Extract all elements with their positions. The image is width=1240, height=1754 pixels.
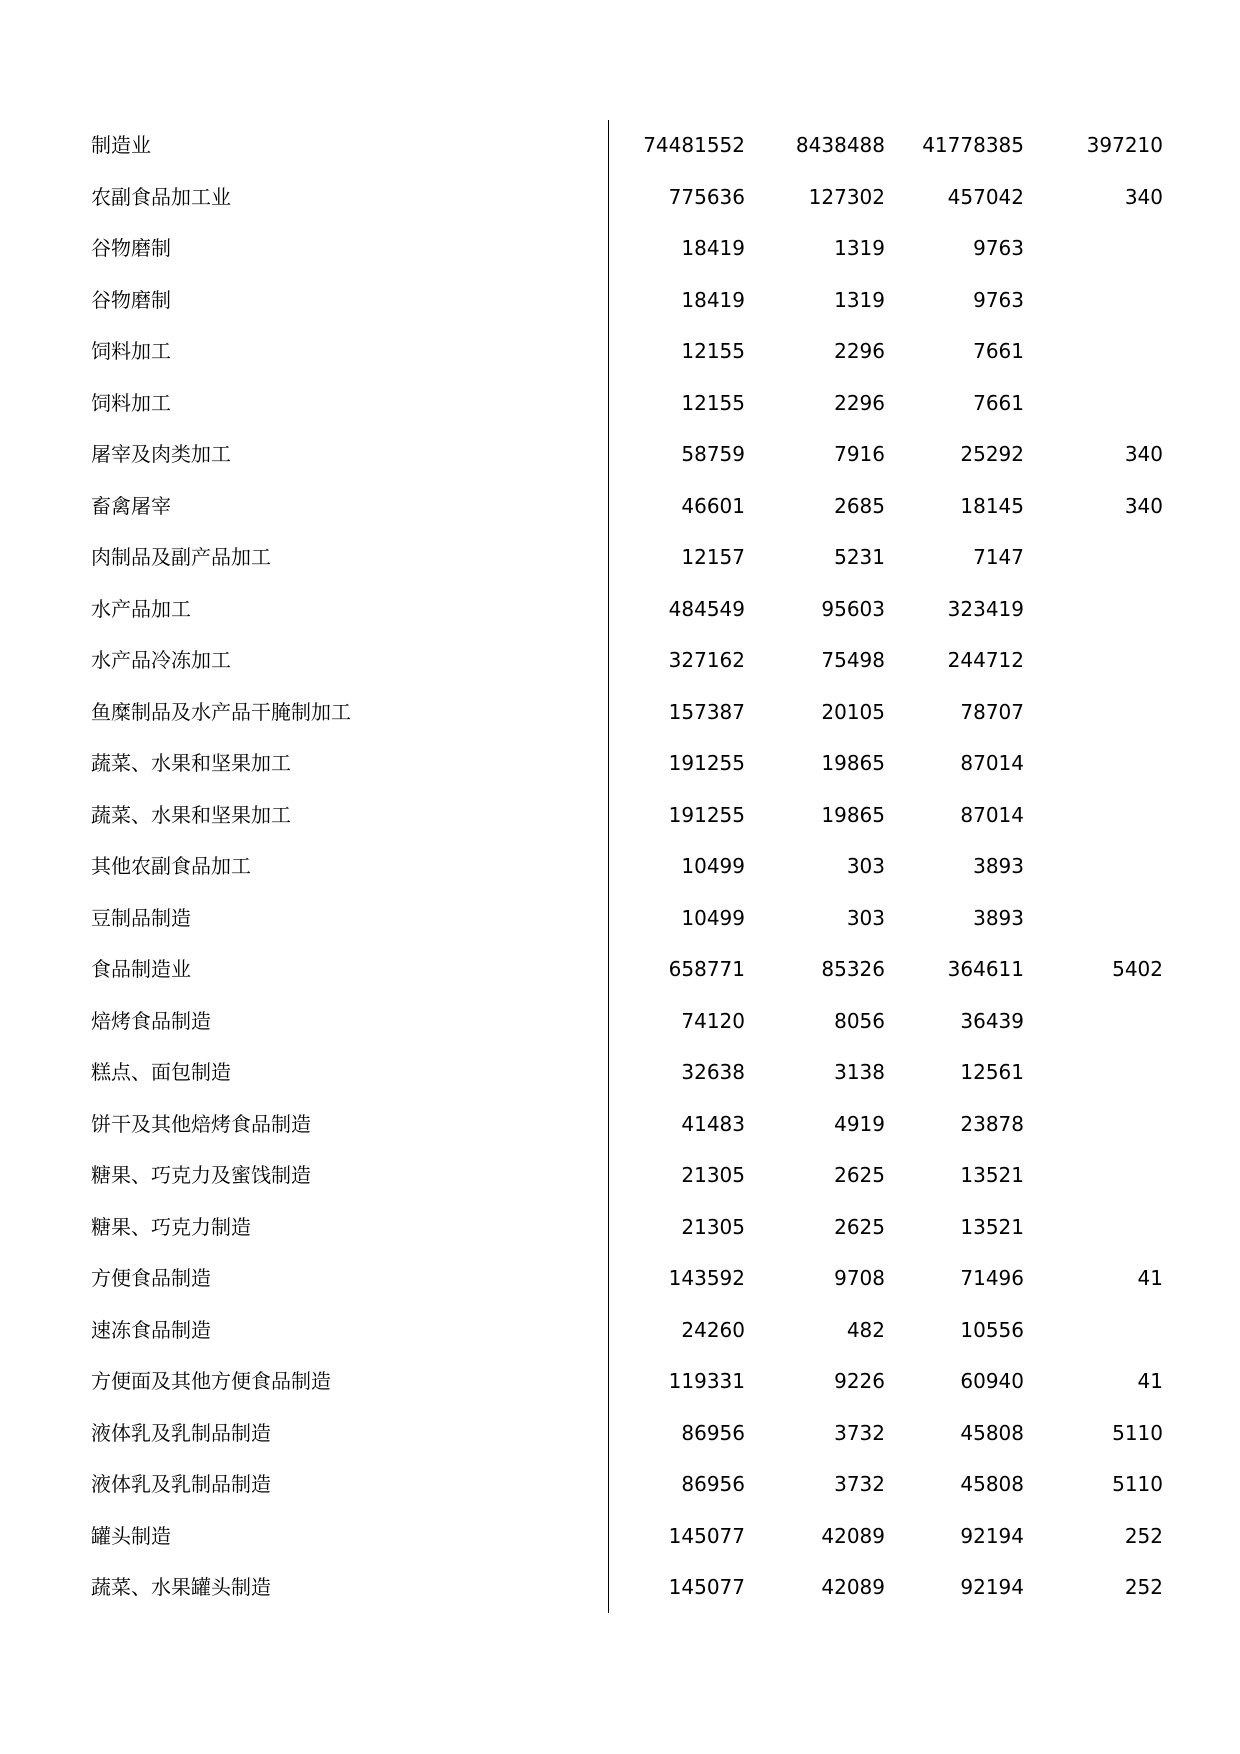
value-cell-col4 [1013, 1202, 1163, 1254]
row-label: 肉制品及副产品加工 [91, 545, 271, 569]
value-cell-col1: 191255 [668, 802, 745, 827]
value-cell-col1: 12157 [681, 545, 745, 569]
row-label: 豆制品制造 [91, 905, 191, 930]
value-cell-col3: 71496 [960, 1266, 1024, 1290]
table-row [0, 1459, 1240, 1511]
value-cell-col2: 1319 [834, 287, 885, 312]
table-row [0, 893, 1240, 945]
value-cell-col2: 3732 [834, 1420, 885, 1445]
row-label: 制造业 [91, 133, 151, 157]
row-label: 饲料加工 [91, 390, 171, 415]
value-cell-col2: 2625 [834, 1214, 885, 1239]
value-cell-col4 [1013, 1150, 1163, 1202]
value-cell-col4 [1013, 687, 1163, 739]
value-cell-col4 [1013, 996, 1163, 1048]
value-cell-col2: 8438488 [795, 133, 885, 157]
row-label: 液体乳及乳制品制造 [91, 1472, 271, 1496]
value-cell-col2: 7916 [834, 442, 885, 466]
value-cell-col2: 85326 [821, 957, 885, 981]
value-cell-col1: 10499 [681, 854, 745, 878]
value-cell-col1: 10499 [681, 905, 745, 930]
row-label: 糖果、巧克力及蜜饯制造 [91, 1163, 311, 1187]
value-cell-col4: 41 [1137, 1266, 1163, 1290]
table-row [0, 996, 1240, 1048]
value-cell-col3: 92194 [960, 1575, 1024, 1599]
value-cell-col4 [1013, 1047, 1163, 1099]
value-cell-col2: 3732 [834, 1472, 885, 1496]
table-row [0, 584, 1240, 636]
table-row [0, 635, 1240, 687]
row-label: 畜禽屠宰 [91, 493, 171, 518]
value-cell-col2: 42089 [821, 1523, 885, 1548]
value-cell-col3: 244712 [947, 648, 1024, 672]
value-cell-col1: 18419 [681, 236, 745, 260]
value-cell-col4: 340 [1124, 442, 1163, 466]
row-label: 罐头制造 [91, 1523, 171, 1548]
value-cell-col3: 323419 [947, 596, 1024, 621]
value-cell-col2: 19865 [821, 802, 885, 827]
value-cell-col2: 42089 [821, 1575, 885, 1599]
table-row [0, 1150, 1240, 1202]
row-label: 蔬菜、水果和坚果加工 [91, 751, 291, 775]
value-cell-col1: 12155 [681, 339, 745, 363]
statistics-table [0, 120, 1240, 1614]
table-row [0, 429, 1240, 481]
table-row [0, 172, 1240, 224]
table-row [0, 1047, 1240, 1099]
value-cell-col2: 1319 [834, 236, 885, 260]
value-cell-col1: 484549 [668, 596, 745, 621]
table-row [0, 1202, 1240, 1254]
value-cell-col4 [1013, 326, 1163, 378]
table-row [0, 944, 1240, 996]
table-row [0, 378, 1240, 430]
value-cell-col3: 60940 [960, 1369, 1024, 1393]
value-cell-col4: 397210 [1086, 133, 1163, 157]
value-cell-col3: 18145 [960, 493, 1024, 518]
table-row [0, 481, 1240, 533]
value-cell-col3: 78707 [960, 699, 1024, 724]
table-row [0, 1511, 1240, 1563]
value-cell-col4 [1013, 532, 1163, 584]
value-cell-col4 [1013, 584, 1163, 636]
row-label: 焙烤食品制造 [91, 1008, 211, 1033]
value-cell-col1: 145077 [668, 1575, 745, 1599]
table-row [0, 1099, 1240, 1151]
value-cell-col4 [1013, 1099, 1163, 1151]
value-cell-col1: 21305 [681, 1214, 745, 1239]
value-cell-col2: 9226 [834, 1369, 885, 1393]
value-cell-col1: 775636 [668, 184, 745, 209]
value-cell-col1: 21305 [681, 1163, 745, 1187]
value-cell-col2: 95603 [821, 596, 885, 621]
value-cell-col2: 127302 [808, 184, 885, 209]
value-cell-col4 [1013, 893, 1163, 945]
value-cell-col1: 58759 [681, 442, 745, 466]
value-cell-col2: 303 [846, 854, 885, 878]
table-row [0, 687, 1240, 739]
value-cell-col3: 45808 [960, 1420, 1024, 1445]
value-cell-col1: 157387 [668, 699, 745, 724]
value-cell-col1: 24260 [681, 1317, 745, 1342]
table-row [0, 841, 1240, 893]
value-cell-col2: 3138 [834, 1060, 885, 1084]
row-label: 饼干及其他焙烤食品制造 [91, 1111, 311, 1136]
value-cell-col3: 41778385 [922, 133, 1024, 157]
value-cell-col1: 12155 [681, 390, 745, 415]
row-label: 蔬菜、水果和坚果加工 [91, 802, 291, 827]
row-label: 谷物磨制 [91, 287, 171, 312]
value-cell-col2: 2296 [834, 339, 885, 363]
value-cell-col4: 340 [1124, 184, 1163, 209]
value-cell-col3: 9763 [973, 287, 1024, 312]
value-cell-col4 [1013, 841, 1163, 893]
value-cell-col3: 3893 [973, 854, 1024, 878]
value-cell-col1: 191255 [668, 751, 745, 775]
value-cell-col4 [1013, 223, 1163, 275]
table-row [0, 1253, 1240, 1305]
value-cell-col1: 143592 [668, 1266, 745, 1290]
value-cell-col3: 45808 [960, 1472, 1024, 1496]
value-cell-col3: 7661 [973, 390, 1024, 415]
value-cell-col2: 2685 [834, 493, 885, 518]
value-cell-col4 [1013, 1305, 1163, 1357]
value-cell-col3: 9763 [973, 236, 1024, 260]
row-label: 水产品加工 [91, 596, 191, 621]
row-label: 屠宰及肉类加工 [91, 442, 231, 466]
value-cell-col2: 9708 [834, 1266, 885, 1290]
table-row [0, 275, 1240, 327]
value-cell-col2: 303 [846, 905, 885, 930]
value-cell-col3: 12561 [960, 1060, 1024, 1084]
value-cell-col4: 340 [1124, 493, 1163, 518]
value-cell-col3: 10556 [960, 1317, 1024, 1342]
value-cell-col2: 4919 [834, 1111, 885, 1136]
value-cell-col3: 87014 [960, 751, 1024, 775]
value-cell-col1: 145077 [668, 1523, 745, 1548]
value-cell-col3: 36439 [960, 1008, 1024, 1033]
value-cell-col2: 482 [846, 1317, 885, 1342]
value-cell-col2: 2625 [834, 1163, 885, 1187]
value-cell-col1: 658771 [668, 957, 745, 981]
value-cell-col4: 5402 [1112, 957, 1163, 981]
value-cell-col2: 19865 [821, 751, 885, 775]
table-row [0, 738, 1240, 790]
table-row [0, 120, 1240, 172]
value-cell-col4 [1013, 275, 1163, 327]
table-row [0, 326, 1240, 378]
value-cell-col2: 2296 [834, 390, 885, 415]
value-cell-col3: 25292 [960, 442, 1024, 466]
row-label: 饲料加工 [91, 339, 171, 363]
value-cell-col2: 20105 [821, 699, 885, 724]
value-cell-col3: 13521 [960, 1214, 1024, 1239]
table-row [0, 1408, 1240, 1460]
value-cell-col3: 3893 [973, 905, 1024, 930]
table-row [0, 1356, 1240, 1408]
value-cell-col1: 41483 [681, 1111, 745, 1136]
value-cell-col1: 86956 [681, 1472, 745, 1496]
row-label: 食品制造业 [91, 957, 191, 981]
row-label: 水产品冷冻加工 [91, 648, 231, 672]
value-cell-col2: 75498 [821, 648, 885, 672]
row-label: 农副食品加工业 [91, 184, 231, 209]
value-cell-col4: 5110 [1112, 1420, 1163, 1445]
value-cell-col2: 5231 [834, 545, 885, 569]
table-row [0, 790, 1240, 842]
value-cell-col1: 86956 [681, 1420, 745, 1445]
value-cell-col4: 41 [1137, 1369, 1163, 1393]
value-cell-col4 [1013, 635, 1163, 687]
value-cell-col1: 119331 [668, 1369, 745, 1393]
value-cell-col3: 7661 [973, 339, 1024, 363]
value-cell-col3: 13521 [960, 1163, 1024, 1187]
row-label: 蔬菜、水果罐头制造 [91, 1575, 271, 1599]
table-row [0, 1305, 1240, 1357]
table-row [0, 532, 1240, 584]
value-cell-col1: 74120 [681, 1008, 745, 1033]
value-cell-col1: 18419 [681, 287, 745, 312]
value-cell-col4 [1013, 378, 1163, 430]
value-cell-col4 [1013, 790, 1163, 842]
row-label: 液体乳及乳制品制造 [91, 1420, 271, 1445]
value-cell-col1: 74481552 [643, 133, 745, 157]
value-cell-col3: 87014 [960, 802, 1024, 827]
value-cell-col3: 457042 [947, 184, 1024, 209]
row-label: 糕点、面包制造 [91, 1060, 231, 1084]
row-label: 速冻食品制造 [91, 1317, 211, 1342]
value-cell-col4 [1013, 738, 1163, 790]
value-cell-col3: 7147 [973, 545, 1024, 569]
value-cell-col3: 23878 [960, 1111, 1024, 1136]
row-label: 其他农副食品加工 [91, 854, 251, 878]
row-label: 谷物磨制 [91, 236, 171, 260]
table-row [0, 1562, 1240, 1614]
value-cell-col3: 364611 [947, 957, 1024, 981]
value-cell-col4: 252 [1124, 1575, 1163, 1599]
value-cell-col4: 5110 [1112, 1472, 1163, 1496]
row-label: 糖果、巧克力制造 [91, 1214, 251, 1239]
value-cell-col1: 46601 [681, 493, 745, 518]
value-cell-col1: 327162 [668, 648, 745, 672]
value-cell-col1: 32638 [681, 1060, 745, 1084]
value-cell-col3: 92194 [960, 1523, 1024, 1548]
row-label: 方便食品制造 [91, 1266, 211, 1290]
row-label: 方便面及其他方便食品制造 [91, 1369, 331, 1393]
value-cell-col4: 252 [1124, 1523, 1163, 1548]
table-row [0, 223, 1240, 275]
row-label: 鱼糜制品及水产品干腌制加工 [91, 699, 351, 724]
value-cell-col2: 8056 [834, 1008, 885, 1033]
